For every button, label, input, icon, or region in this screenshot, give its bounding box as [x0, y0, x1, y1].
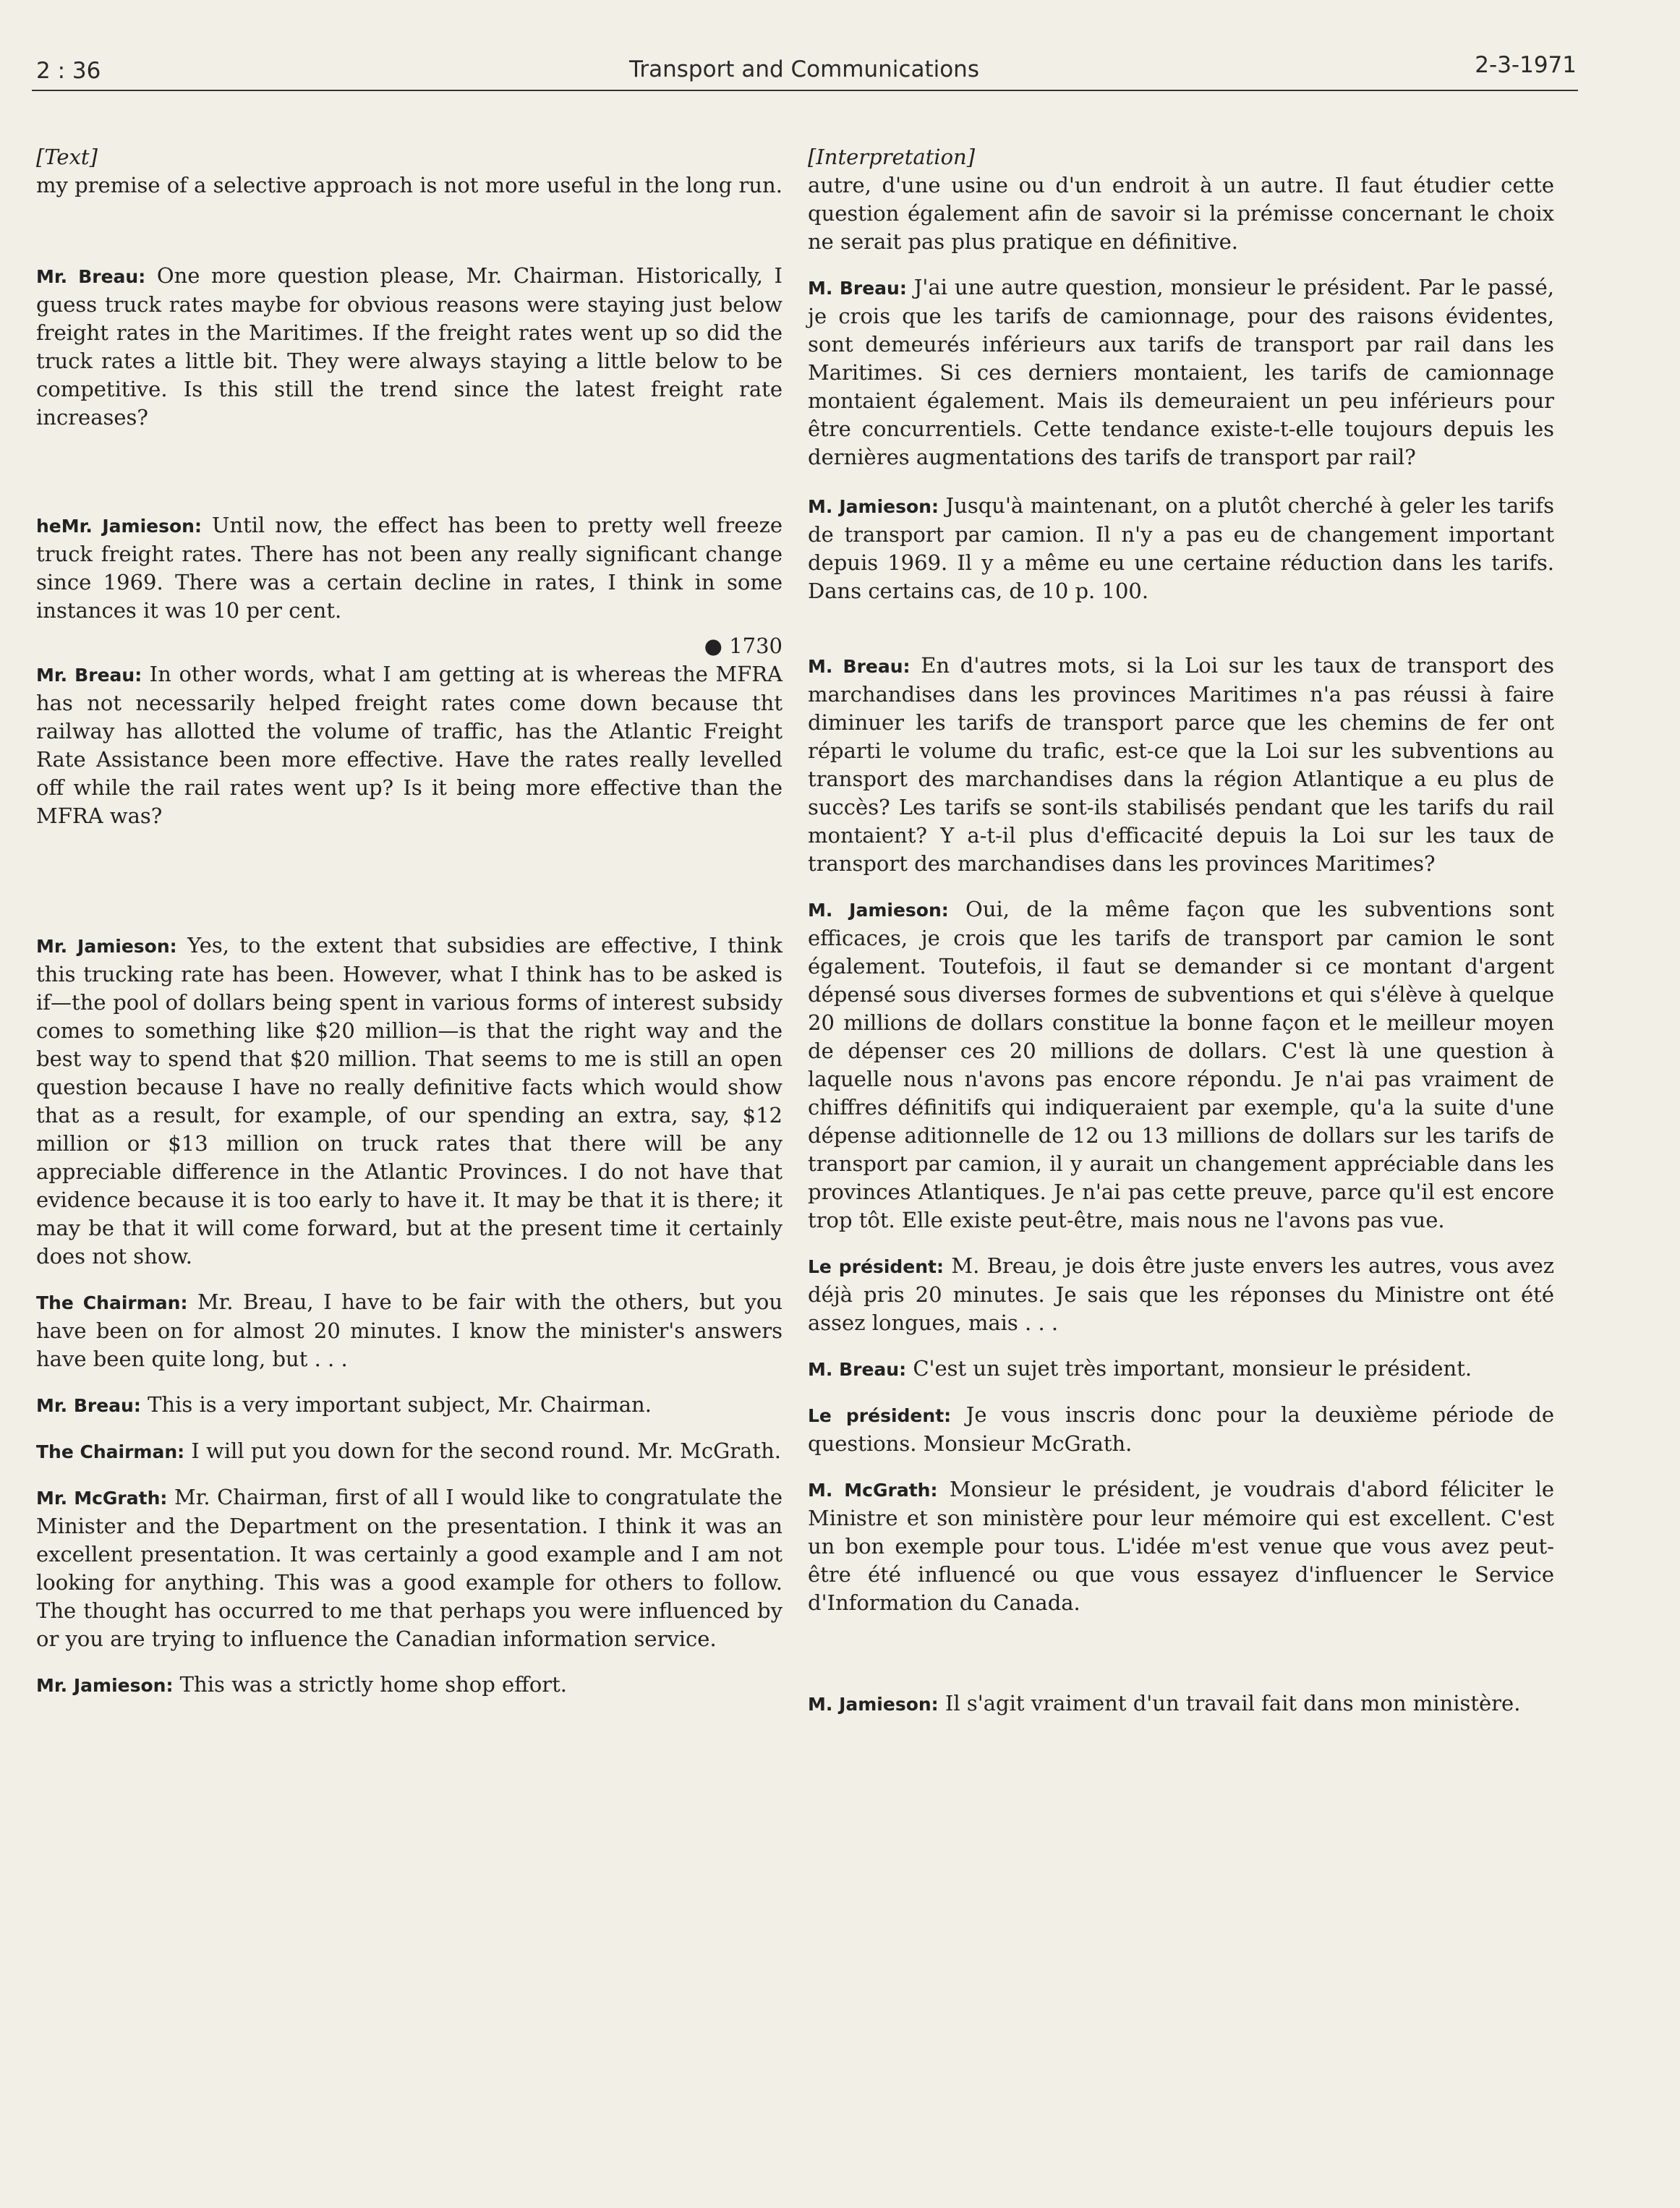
speaker-name: Le président:: [808, 1256, 944, 1277]
paragraph: [36, 511, 783, 625]
french-column: [808, 143, 1554, 1718]
paragraph-text: autre, d'une usine ou d'un endroit à un autre. Il faut étudier cette question également afin de savoir si la prémisse concernant le choix ne serait pas plus pratique en définitive.: [808, 173, 1554, 254]
paragraph-text: Until now, the effect has been to pretty well freeze truck freight rates. There has not been any really significant change since 1969. There was a certain decline in rates, I think in some instances it was 10 per cent.: [36, 513, 783, 623]
paragraph: [808, 171, 1554, 256]
speaker-name: heMr. Jamieson:: [36, 516, 202, 537]
paragraph-text: I will put you down for the second round. Mr. McGrath.: [191, 1438, 781, 1463]
speaker-name: Mr. Breau:: [36, 1395, 141, 1416]
speaker-name: M. Breau:: [808, 656, 911, 677]
paragraph: [808, 1252, 1554, 1337]
speaker-name: Le président:: [808, 1405, 952, 1426]
paragraph-text: my premise of a selective approach is not more useful in the long run.: [36, 173, 783, 197]
paragraph: [808, 1355, 1554, 1384]
paragraph-text: C'est un sujet très important, monsieur le président.: [913, 1356, 1472, 1381]
paragraph-text: Oui, de la même façon que les subventions sont efficaces, je crois que les tarifs de transport par camion le sont également. Toutefois, il faut se demander si ce montant d'argent dépensé sous diverses formes de subventions et qui s'élève à quelque 20 millions de dollars constitue la bonne façon et le meilleur moyen de dépenser ces 20 millions de dollars. C'est là une question à laquelle nous n'avons pas encore répondu. Je n'ai pas vraiment de chiffres définitifs qui indiqueraient par exemple, qu'a la suite d'une dépense aditionnelle de 12 ou 13 millions de dollars sur les tarifs de transport par camion, il y aurait un changement appréciable dans les provinces Atlantiques. Je n'ai pas cette preuve, parce qu'il est encore trop tôt. Elle existe peut-être, mais nous ne l'avons pas vue.: [808, 897, 1554, 1232]
paragraph-text: This is a very important subject, Mr. Chairman.: [148, 1392, 652, 1417]
paragraph: [36, 262, 783, 432]
paragraph: [808, 273, 1554, 472]
paragraph: [36, 171, 783, 200]
speaker-name: M. Jamieson:: [808, 1694, 939, 1715]
paragraph: [808, 1475, 1554, 1617]
speaker-name: Mr. McGrath:: [36, 1488, 168, 1509]
paragraph: [36, 660, 783, 830]
page-title: Transport and Communications: [629, 56, 979, 82]
time-marker: ● 1730: [704, 634, 783, 658]
speaker-name: The Chairman:: [36, 1292, 188, 1313]
paragraph-text: M. Breau, je dois être juste envers les autres, vous avez déjà pris 20 minutes. Je sais que les réponses du Ministre ont été assez longues, mais . . .: [808, 1253, 1555, 1335]
paragraph: [808, 1401, 1554, 1458]
page-number: 2 : 36: [36, 58, 101, 84]
column-label: [Interpretation]: [808, 145, 976, 169]
paragraph: [36, 1437, 783, 1466]
speaker-name: M. McGrath:: [808, 1480, 938, 1501]
speaker-name: Mr. Breau:: [36, 665, 142, 686]
english-column: [36, 143, 783, 1700]
header-rule: [32, 90, 1578, 91]
speaker-name: The Chairman:: [36, 1441, 185, 1462]
paragraph: [808, 652, 1554, 878]
paragraph: [36, 1391, 783, 1420]
paragraph: [808, 1689, 1554, 1718]
paragraph-text: Yes, to the extent that subsidies are effective, I think this trucking rate has been. However, what I think has to be asked is if—the pool of dollars being spent in various forms of interest subsidy comes to something like $20 million—is that the right way and the best way to spend that $20 million. That seems to me is still an open question because I have no really definitive facts which would show that as a result, for example, of our spending an extra, say, $12 million or $13 million on truck rates that there will be any appreciable difference in the Atlantic Provinces. I do not have that evidence because it is too early to have it. It may be that it is there; it may be that it will come forward, but at the present time it certainly does not show.: [36, 933, 783, 1269]
paragraph: [36, 932, 783, 1271]
paragraph-text: Monsieur le président, je voudrais d'abord féliciter le Ministre et son ministère pour leur mémoire qui est excellent. C'est un bon exemple pour tous. L'idée m'est venue que vous avez peut-être été influencé ou que vous essayez d'influencer le Service d'Information du Canada.: [808, 1477, 1555, 1615]
paragraph-text: In other words, what I am getting at is whereas the MFRA has not necessarily helped freight rates come down because tht railway has allotted the volume of traffic, has the Atlantic Freight Rate Assistance been more effective. Have the rates really levelled off while the rail rates went up? Is it being more effective than the MFRA was?: [36, 662, 783, 828]
speaker-name: Mr. Jamieson:: [36, 936, 177, 957]
paragraph-text: This was a strictly home shop effort.: [179, 1672, 568, 1697]
speaker-name: Mr. Jamieson:: [36, 1675, 174, 1696]
paragraph-text: J'ai une autre question, monsieur le président. Par le passé, je crois que les tarifs de camionnage, pour des raisons évidentes, sont demeurés inférieurs aux tarifs de transport par rail dans les Maritimes. Si ces derniers montaient, les tarifs de camionnage montaient également. Mais ils demeuraient un peu inférieurs pour être concurrentiels. Cette tendance existe-t-elle toujours depuis les dernières augmentations des tarifs de transport par rail?: [808, 275, 1554, 469]
paragraph: [808, 492, 1554, 605]
paragraph: [36, 1288, 783, 1373]
paragraph-text: Mr. Chairman, first of all I would like to congratulate the Minister and the Department on the presentation. I think it was an excellent presentation. It was certainly a good example and I am not looking for anything. This was a good example for others to follow. The thought has occurred to me that perhaps you were influenced by or you are trying to influence the Canadian information service.: [36, 1485, 783, 1651]
paragraph-text: Jusqu'à maintenant, on a plutôt cherché à geler les tarifs de transport par camion. Il n'y a pas eu de changement important depuis 1969. Il y a même eu une certaine réduction dans les tarifs. Dans certains cas, de 10 p. 100.: [808, 493, 1555, 603]
paragraph-text: En d'autres mots, si la Loi sur les taux de transport des marchandises dans les provinces Maritimes n'a pas réussi à faire diminuer les tarifs de transport parce que les chemins de fer ont réparti le volume du trafic, est-ce que la Loi sur les subventions au transport des marchandises dans la région Atlantique a eu plus de succès? Les tarifs se sont-ils stabilisés pendant que les tarifs du rail montaient? Y a-t-il plus d'efficacité depuis la Loi sur les taux de transport des marchandises dans les provinces Maritimes?: [808, 653, 1554, 876]
paragraph: [36, 1483, 783, 1653]
paragraph: [36, 1671, 783, 1700]
speaker-name: M. Breau:: [808, 278, 907, 299]
speaker-name: Mr. Breau:: [36, 266, 146, 287]
speaker-name: M. Jamieson:: [808, 900, 949, 921]
speaker-name: M. Jamieson:: [808, 496, 939, 517]
page-header: [32, 52, 1577, 90]
page-date: 2-3-1971: [1475, 52, 1577, 78]
paragraph: [808, 895, 1554, 1235]
paragraph-text: Mr. Breau, I have to be fair with the others, but you have been on for almost 20 minutes. I know the minister's answers have been quite long, but . . .: [36, 1290, 783, 1371]
paragraph-text: Il s'agit vraiment d'un travail fait dans mon ministère.: [945, 1691, 1521, 1715]
speaker-name: M. Breau:: [808, 1359, 907, 1380]
paragraph-text: Je vous inscris donc pour la deuxième période de questions. Monsieur McGrath.: [808, 1402, 1554, 1456]
column-label: [Text]: [36, 145, 98, 169]
paragraph-text: One more question please, Mr. Chairman. Historically, I guess truck rates maybe for obvious reasons were staying just below freight rates in the Maritimes. If the freight rates went up so did the truck rates a little bit. They were always staying a little below to be competitive. Is this still the trend since the latest freight rate increases?: [36, 263, 783, 430]
